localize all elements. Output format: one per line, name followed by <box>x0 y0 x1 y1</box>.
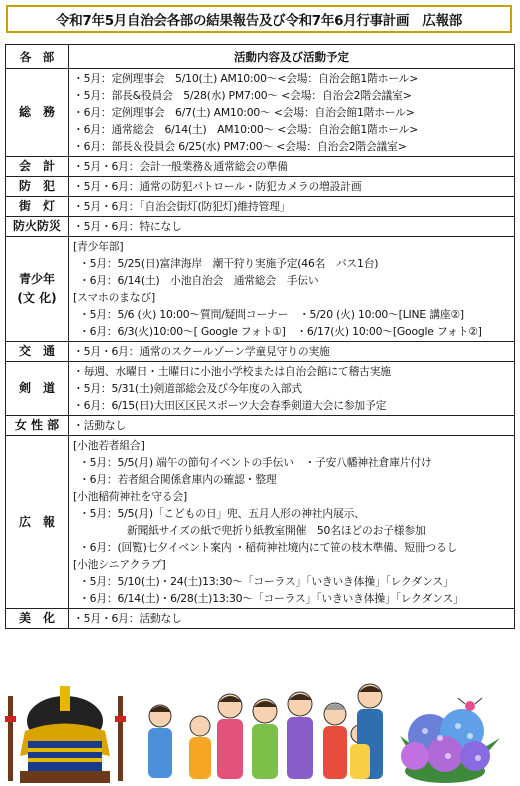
activity-line: ・活動なし <box>73 419 126 432</box>
activity-line: ・6月：(回覧)七夕イベント案内 ・稲荷神社境内にて笹の枝木準備、短冊つるし <box>79 541 458 554</box>
activity-line: ・毎週、水曜日・土曜日に小池小学校または自治会館にて稽古実施 <box>73 365 391 378</box>
activity-line: ・6月：部長＆役員会 6/25(水) PM7:00～ <会場：自治会2階会議室> <box>73 140 407 153</box>
table-row <box>6 197 515 217</box>
hydrangea-icon <box>400 698 500 783</box>
activity-line: ・5月・6月：会計一般業務＆通常総会の準備 <box>73 160 288 173</box>
table-row <box>6 362 515 416</box>
activity-line: ・5月：5/5(月) 端午の節句イベントの手伝い ・子安八幡神社倉庫片付け <box>79 456 432 469</box>
activity-line: ・5月：5/10(土)・24(土)13:30～「コーラス」「いきいき体操」「レクダンス」 <box>79 575 454 588</box>
activity-line: ・5月：5/6 (火) 10:00～質問/疑問コーナー ・5/20 (火) 10:00～[LINE 講座②] <box>79 308 464 321</box>
table-row <box>6 609 515 629</box>
activity-cell <box>69 342 515 362</box>
activity-line: ・5月：5/5(月)「こどもの日」兜、五月人形の神社内展示、 <box>79 507 365 520</box>
dept-name: 防 犯 <box>6 177 69 197</box>
dept-name: 会 計 <box>6 157 69 177</box>
table-row <box>6 237 515 342</box>
activity-cell <box>69 69 515 157</box>
activity-cell <box>69 416 515 436</box>
activity-line: ・5月・6月：通常のスクールゾーン学童見守りの実施 <box>73 345 330 358</box>
kabuto-helmet-icon <box>5 676 126 783</box>
dept-name: 交 通 <box>6 342 69 362</box>
activity-table <box>5 44 515 629</box>
activity-line: [小池稲荷神社を守る会] <box>73 490 187 503</box>
dept-name: 総 務 <box>6 69 69 157</box>
activity-line: ・6月：6/3(火)10:00～[ Google フォト①] ・6/17(火) 10:00～[Google フォト②] <box>79 325 482 338</box>
header-dept: 各 部 <box>6 45 69 69</box>
activity-line: ・6月：6/14(土) 小池自治会 通常総会 手伝い <box>79 274 319 287</box>
dept-name: 青少年 (文 化) <box>6 237 69 342</box>
activity-line: [青少年部] <box>73 240 124 253</box>
activity-line: ・5月：定例理事会 5/10(土) AM10:00～<会場：自治会館1階ホール> <box>73 72 419 85</box>
activity-cell <box>69 362 515 416</box>
page-title: 令和7年5月自治会各部の結果報告及び令和7年6月行事計画 広報部 <box>6 5 512 33</box>
activity-line: ・5月：部長&役員会 5/28(水) PM7:00～ <会場：自治会2階会議室> <box>73 89 412 102</box>
dept-name: 女 性 部 <box>6 416 69 436</box>
activity-line: ・6月：6/15(日)大田区区民スポーツ大会春季剣道大会に参加予定 <box>73 399 387 412</box>
activity-cell <box>69 609 515 629</box>
header-activity: 活動内容及び活動予定 <box>69 45 515 69</box>
dept-name: 美 化 <box>6 609 69 629</box>
activity-cell <box>69 436 515 609</box>
table-row <box>6 69 515 157</box>
table-row <box>6 416 515 436</box>
dept-name: 剣 道 <box>6 362 69 416</box>
activity-line: ・5月・6月：特になし <box>73 220 182 233</box>
table-row <box>6 217 515 237</box>
table-header-row <box>6 45 515 69</box>
dept-name: 防火防災 <box>6 217 69 237</box>
illustration-banner <box>0 676 520 786</box>
activity-cell <box>69 177 515 197</box>
activity-cell <box>69 237 515 342</box>
dept-name: 街 灯 <box>6 197 69 217</box>
table-row <box>6 436 515 609</box>
activity-line: ・5月・6月：「自治会街灯(防犯灯)維持管理」 <box>73 200 291 213</box>
activity-cell <box>69 157 515 177</box>
activity-line: 新聞紙サイズの紙で兜折り紙教室開催 50名ほどのお子様参加 <box>127 524 426 537</box>
activity-line: [スマホのまなび] <box>73 291 155 304</box>
activity-line: ・5月：5/25(日)富津海岸 潮干狩り実施予定(46名 バス1台) <box>79 257 379 270</box>
family-illustration <box>148 684 383 779</box>
table-row <box>6 177 515 197</box>
activity-line: ・5月・6月：活動なし <box>73 612 182 625</box>
activity-line: ・5月：5/31(土)剣道部総会及び今年度の入部式 <box>73 382 302 395</box>
activity-line: ・5月・6月：通常の防犯パトロール・防犯カメラの増設計画 <box>73 180 362 193</box>
activity-line: [小池若者組合] <box>73 439 145 452</box>
activity-line: ・6月：6/14(土)・6/28(土)13:30～「コーラス」「いきいき体操」「レクダンス」 <box>79 592 464 605</box>
activity-line: ・6月：若者組合関係倉庫内の確認・整理 <box>79 473 277 486</box>
dept-name: 広 報 <box>6 436 69 609</box>
activity-line: [小池シニアクラブ] <box>73 558 166 571</box>
activity-cell <box>69 217 515 237</box>
table-row <box>6 157 515 177</box>
activity-line: ・6月：通常総会 6/14(土) AM10:00～ <会場：自治会館1階ホール> <box>73 123 419 136</box>
activity-line: ・6月：定例理事会 6/7(土) AM10:00～ <会場：自治会館1階ホール> <box>73 106 415 119</box>
table-row <box>6 342 515 362</box>
activity-cell <box>69 197 515 217</box>
